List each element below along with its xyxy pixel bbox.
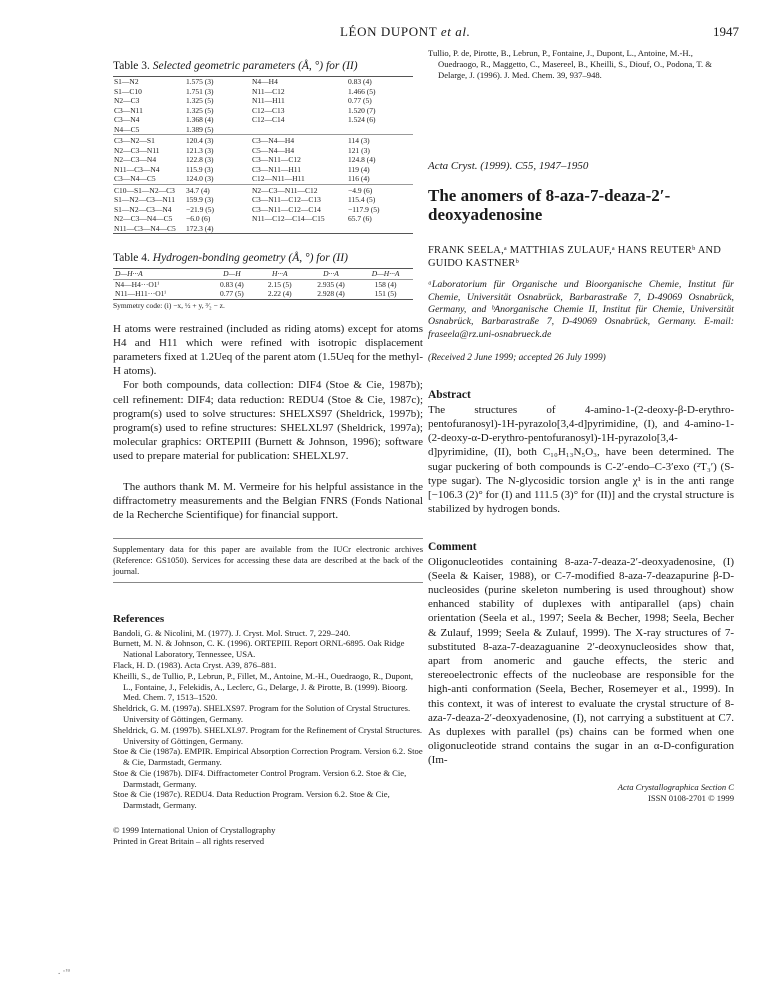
table-row (113, 125, 413, 135)
table-cell: 124.0 (3) (186, 174, 214, 183)
table-cell: 0.77 (5) (348, 96, 372, 105)
reference-item: Stoe & Cie (1987b). DIF4. Diffractometer Control Program. Version 6.2. Stoe & Cie, Darmstadt, Germany. (113, 767, 407, 789)
table-cell: 0.77 (5) (208, 289, 256, 299)
table-cell: S1—C10 (114, 86, 142, 96)
table-cell: 1.524 (6) (348, 115, 376, 124)
table-row (113, 135, 413, 146)
table-row (113, 106, 413, 116)
running-header (340, 24, 470, 40)
table-cell: 124.8 (4) (348, 155, 376, 164)
table-cell: C3—N11—C12—C14 (252, 204, 321, 214)
reference-item: Flack, H. D. (1983). Acta Cryst. A39, 876–881. (113, 659, 277, 670)
table-row (113, 96, 413, 106)
table-row (113, 279, 413, 289)
table-cell: 115.4 (5) (348, 195, 376, 204)
received-dates: (Received 2 June 1999; accepted 26 July 1999) (428, 352, 606, 363)
paragraph-acknowledgements: The authors thank M. M. Vermeire for his helpful assistance in the diffractometry measurements and the Belgian FNRS (Fonds National de la Recherche Scientifique) for financial support. (113, 480, 423, 521)
table3 (113, 76, 413, 234)
table-header-cell: D—H···A (358, 269, 413, 280)
header-etal: et al. (440, 24, 471, 39)
table-cell: N4—H4···O1ⁱ (115, 279, 160, 289)
reference-item: Kheilli, S., de Tullio, P., Lebrun, P., Fillet, M., Antoine, M.-H., Ouedraogo, R., Dupont, L., Fontaine, J., Felekidis, A., Leclerc, G., Delarge, J. & Pirotte, B. (1999). Bioorg. Med. Chem. 7, 1513–1520. (113, 670, 414, 703)
table-row (113, 289, 413, 299)
table-cell: C3—N4—H4 (251, 135, 347, 146)
reference-item: Stoe & Cie (1987c). REDU4. Data Reduction Program. Version 6.2. Stoe & Cie, Darmstadt, Germany. (113, 789, 390, 811)
table-cell (251, 224, 347, 234)
table-cell: 2.935 (4) (317, 279, 345, 289)
table-cell: N11—C12—C14—C15 (252, 214, 325, 223)
table-cell: 2.928 (4) (304, 289, 358, 299)
table-cell: 2.15 (5) (267, 279, 292, 289)
right-column (428, 48, 734, 804)
references-list (113, 628, 423, 812)
table-cell: 0.83 (4) (220, 279, 244, 289)
table-cell: 122.8 (3) (186, 155, 214, 164)
table-cell: −4.9 (6) (347, 184, 413, 195)
left-column (113, 48, 423, 847)
reference-continued: Tullio, P. de, Pirotte, B., Lebrun, P., Fontaine, J., Dupont, L., Antoine, M.-H., Ouedraogo, R., Maggetto, C., Masereel, B., Kheilli, S., Diouf, O., Podona, T. & Delarge, J. (1996). J. Med. Chem. 39, 937–948. (428, 48, 712, 80)
comment-heading: Comment (428, 540, 477, 553)
table-cell: C5—N4—H4 (252, 145, 295, 155)
table-row (113, 77, 413, 87)
table-header-row (113, 269, 413, 280)
table-cell: C3—N11—C12—C13 (252, 195, 321, 204)
table-cell: N11—C12 (252, 86, 285, 96)
symmetry-code: Symmetry code: (i) −x, ½ + y, ³⁄₂ − z. (113, 300, 225, 310)
table-cell: N2—C3—N4 (114, 155, 157, 164)
page-number: 1947 (713, 24, 739, 39)
reference-item: Burnett, M. N. & Johnson, C. K. (1996). ORTEPIII. Report ORNL-6895. Oak Ridge National Laboratory, Tennessee, USA. (113, 638, 405, 660)
table-cell: N4—H4 (251, 77, 347, 87)
authors: FRANK SEELA,ᵃ MATTHIAS ZULAUF,ᵃ HANS REUTERᵇ AND GUIDO KASTNERᵇ (428, 245, 722, 270)
table4 (113, 268, 413, 300)
table-row (113, 115, 413, 125)
table-cell: C12—N11—H11 (252, 174, 305, 183)
table-cell: N11—C3—N4 (114, 164, 160, 174)
table-cell: 116 (4) (348, 174, 370, 183)
supplementary-note: Supplementary data for this paper are available from the IUCr electronic archives (Reference: GS1050). Services for accessing these data are described at the back of the journal. (113, 544, 423, 576)
table-cell: C3—N11 (114, 105, 143, 115)
table-cell: N2—C3 (114, 96, 140, 105)
copyright-notice: © 1999 International Union of Crystallography Printed in Great Britain – all rights reserved (113, 825, 276, 847)
table-row (113, 205, 413, 215)
comment-text: Oligonucleotides containing 8-aza-7-deaza-2′-deoxyadenosine, (I) (Seela & Kaiser, 1988), or C-7-modified 8-aza-7-deazapurine β-D-nucleosides (purine skeleton numbering is used throughout) show enhanced stability of duplexes with antiparallel (aps) chain orientation (Seela et al., 1997; Seela & Becher, 1998; Seela, Becher & Zulauf, 1999; Seela & Zulauf, 1999). The X-ray structures of 7-substituted 8-aza-7-deazaguanine 2′-deoxynucleosides show that, apart from anomeric and gauche effects, the steric and stereoelectronic effects of the nucleobase are responsible for the high-anti conformation (Seela, Becher, Rosemeyer et al., 1999). In this context, it was of interest to evaluate the crystal structure of 8-aza-7-deaza-2′-deoxyadenosine, (I), not carrying a substituent at C7. As duplexes with parallel (ps) chains can be formed when one oligonucleotide strand contains the sugar in an α-D-configuration (Im- (428, 555, 734, 767)
table-cell: 121.3 (3) (186, 145, 214, 155)
table4-caption: Table 4. Hydrogen-bonding geometry (Å, °) for (II) (113, 252, 348, 264)
table-cell (251, 125, 347, 135)
table-cell: 2.22 (4) (256, 289, 304, 299)
table-cell: S1—N2 (113, 77, 185, 87)
table-cell: 172.3 (4) (185, 224, 251, 234)
table-cell: 34.7 (4) (185, 184, 251, 195)
table-cell: 158 (4) (374, 279, 397, 289)
table-cell: S1—N2—C3—N4 (114, 204, 172, 214)
table-cell: C10—S1—N2—C3 (113, 184, 185, 195)
table-cell (347, 125, 413, 135)
table-cell: C3—N4—C5 (114, 174, 156, 183)
table-header-cell: H···A (256, 269, 304, 280)
corner-mark: . ·ʳᵃ (58, 966, 70, 976)
table-cell: 159.9 (3) (186, 195, 214, 204)
table-cell: 151 (5) (358, 289, 413, 299)
table-cell: 120.4 (3) (185, 135, 251, 146)
abstract-text: The structures of 4-amino-1-(2-deoxy-β-D-erythro-pentofuranosyl)-1H-pyrazolo[3,4-d]pyrimidine, (I), and 4-amino-1-(2-deoxy-α-D-erythro-pentofuranosyl)-1H-pyrazolo[3,4-d]pyrimidine, (II), both C₁₀H₁₃N₅O₃, have been determined. The sugar puckering of both compounds is C-2′-endo–C-3′exo (²T₃′) (S-type sugar). The N-glycosidic torsion angle χ¹ is in the anti range [−106.3 (2)° for (I) and 111.5 (3)° for (II)] and the crystal structure is stabilized by hydrogen bonds. (428, 403, 734, 516)
table-cell: C12—C14 (252, 115, 285, 124)
table-cell: C3—N4 (114, 115, 140, 124)
paper-title: The anomers of 8-aza-7-deaza-2′-deoxyadenosine (428, 186, 671, 225)
table-cell: 1.325 (5) (186, 105, 214, 115)
affiliation: ᵃLaboratorium für Organische und Bioorganische Chemie, Institut für Chemie, Universität Osnabrück, Barbarastraße 7, D-49069 Osnabrück, Germany, and ᵇAnorganische Chemie II, Institut für Chemie, Universität Osnabrück, Barbarastraße 7, D-49069 Osnabrück, Germany. E-mail: fraseela@rz.uni-osnabrueck.de (428, 279, 734, 340)
reference-item: Stoe & Cie (1987a). EMPIR. Empirical Absorption Correction Program. Version 6.2. Stoe & Cie, Darmstadt, Germany. (113, 746, 423, 768)
table-cell: 115.9 (3) (186, 164, 214, 174)
table-cell: 1.575 (3) (185, 77, 251, 87)
divider (113, 582, 423, 583)
abstract-heading: Abstract (428, 388, 471, 401)
table-cell: S1—N2—C3—N11 (114, 195, 175, 204)
table-cell: N2—C3—N11 (114, 145, 160, 155)
table-cell: 65.7 (6) (348, 214, 372, 223)
table-cell: 114 (3) (347, 135, 413, 146)
table-row (113, 195, 413, 205)
table-cell: −117.9 (5) (348, 204, 380, 214)
table-cell (347, 224, 413, 234)
table-cell: 1.368 (4) (186, 115, 214, 124)
table-cell: 121 (3) (348, 145, 370, 155)
table-cell: 1.751 (3) (186, 86, 214, 96)
table-header-cell: D···A (304, 269, 358, 280)
table-row (113, 87, 413, 97)
reference-item: Sheldrick, G. M. (1997a). SHELXS97. Program for the Solution of Crystal Structures. University of Göttingen, Germany. (113, 703, 411, 724)
table-cell: N11—H11···O1ⁱ (113, 289, 208, 299)
reference-item: Sheldrick, G. M. (1997b). SHELXL97. Program for the Refinement of Crystal Structures. University of Göttingen, Germany. (113, 724, 423, 746)
table-cell: C3—N2—S1 (113, 135, 185, 146)
header-author: LÉON DUPONT (340, 24, 441, 39)
table-cell: −21.9 (5) (186, 204, 214, 214)
table3-caption: Table 3. Selected geometric parameters (Å, °) for (II) (113, 60, 358, 72)
journal-citation: Acta Cryst. (1999). C55, 1947–1950 (428, 160, 589, 173)
table-cell: N4—C5 (114, 124, 140, 134)
table-row (113, 184, 413, 195)
divider (113, 538, 423, 539)
table-row (113, 214, 413, 224)
table-cell: C12—C13 (252, 105, 285, 115)
table-cell: N11—C3—N4—C5 (113, 224, 185, 234)
table-cell: 0.83 (4) (347, 77, 413, 87)
references-heading: References (113, 612, 165, 625)
table-cell: 1.466 (5) (348, 86, 376, 96)
table-cell: N2—C3—N11—C12 (251, 184, 347, 195)
table-cell: −6.0 (6) (186, 214, 211, 223)
table-row (113, 224, 413, 234)
table-cell: C3—N11—H11 (252, 164, 302, 174)
table-cell: 1.389 (5) (186, 124, 214, 134)
table-cell: N11—H11 (252, 96, 285, 105)
table-row (113, 174, 413, 184)
table-cell: 1.325 (5) (186, 96, 214, 105)
table-cell: 1.520 (7) (348, 105, 376, 115)
table-cell: N2—C3—N4—C5 (114, 214, 173, 223)
table-header-cell: D—H···A (113, 269, 208, 280)
table-cell: 119 (4) (348, 164, 370, 174)
table-header-cell: D—H (208, 269, 256, 280)
paragraph-programs: For both compounds, data collection: DIF4 (Stoe & Cie, 1987b); cell refinement: DIF4; data reduction: REDU4 (Stoe & Cie, 1987c); program(s) used to solve structures: SHELXS97 (Sheldrick, 1997b); program(s) used to refine structures: SHELXL97 (Sheldrick, 1997a); molecular graphics: ORTEPIII (Burnett & Johnson, 1996); software used to prepare material for publication: SHELXL97. (113, 379, 423, 463)
reference-item: Bandoli, G. & Nicolini, M. (1977). J. Cryst. Mol. Struct. 7, 229–240. (113, 627, 351, 638)
journal-footer: Acta Crystallographica Section C ISSN 0108-2701 © 1999 (617, 781, 734, 803)
table-row (113, 146, 413, 156)
table-row (113, 155, 413, 165)
table-row (113, 165, 413, 175)
table-cell: C3—N11—C12 (252, 155, 301, 164)
paragraph-h-atoms: H atoms were restrained (included as riding atoms) except for atoms H4 and H11 which were refined with isotropic displacement parameters fixed at 1.2Ueq of the parent atom (1.5Ueq for the methyl-H atoms). (113, 322, 423, 378)
